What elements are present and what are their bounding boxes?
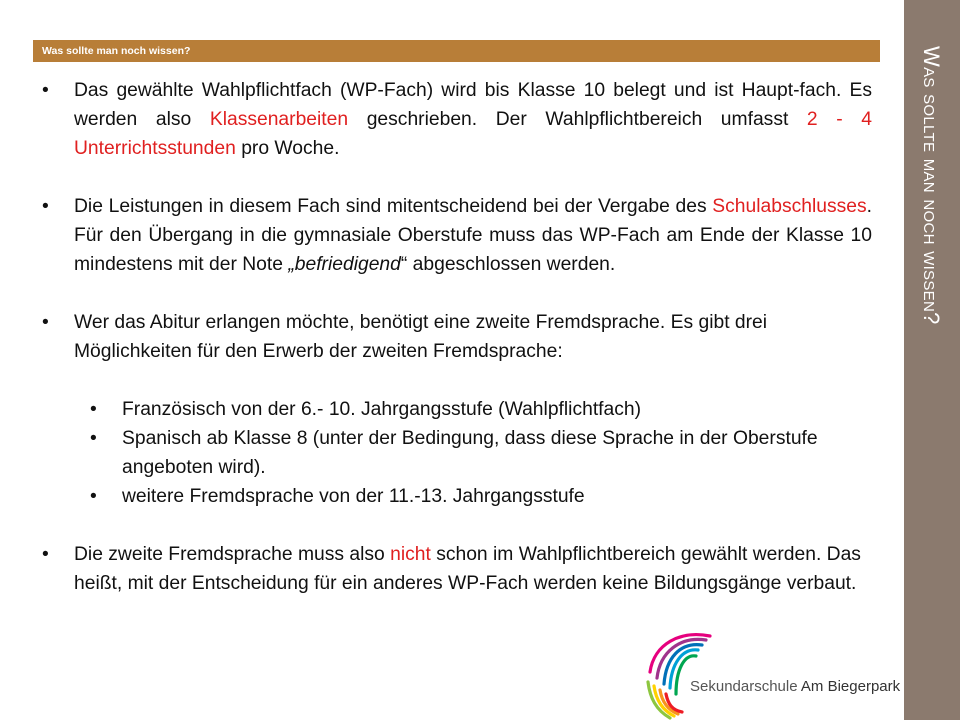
bullet-icon: • xyxy=(42,80,49,101)
list-item-text: Französisch von der 6.- 10. Jahrgangsstufe (Wahlpflichtfach) xyxy=(122,399,642,420)
slide-content xyxy=(40,76,872,627)
bullet-wp-fach xyxy=(40,76,872,163)
list-item xyxy=(40,424,872,482)
text: schon im Wahlpflichtbereich gewählt werden. Das heißt, mit der Entscheidung für ein anderes WP-Fach werden keine Bildungsgänge verbaut. xyxy=(74,544,861,594)
text: geschrieben. Der Wahlpflichtbereich umfasst xyxy=(348,109,807,130)
text: Die Leistungen in diesem Fach sind mitentscheidend bei der Vergabe des xyxy=(74,196,713,217)
text: “ abgeschlossen werden. xyxy=(400,254,616,275)
list-item xyxy=(40,395,872,424)
logo-prefix: Sekundarschule xyxy=(690,678,801,695)
school-logo xyxy=(640,628,904,720)
fremdsprache-list xyxy=(40,395,872,511)
text: Die zweite Fremdsprache muss also xyxy=(74,544,391,565)
header-title: Was sollte man noch wissen? xyxy=(42,45,191,57)
header-bar xyxy=(33,40,880,62)
side-title-text: Was sollte man noch wissen? xyxy=(919,46,944,325)
highlight-klassenarbeiten: Klassenarbeiten xyxy=(209,109,349,130)
bullet-leistungen xyxy=(40,192,872,279)
text: Das gewählte Wahlpflichtfach (WP-Fach) wird bis Klasse 10 belegt und ist Haupt-fach. Es werden also xyxy=(74,80,872,130)
list-item-text: weitere Fremdsprache von der 11.-13. Jahrgangsstufe xyxy=(122,486,585,507)
highlight-unterrichtsstunden: 2 - 4 Unterrichtsstunden xyxy=(74,109,872,159)
bullet-icon: • xyxy=(90,486,97,507)
bullet-icon: • xyxy=(42,312,49,333)
text: Wer das Abitur erlangen möchte, benötigt eine zweite Fremdsprache. Es gibt drei Möglichkeiten für den Erwerb der zweiten Fremdsprache: xyxy=(74,312,768,362)
text: . Für den Übergang in die gymnasiale Oberstufe muss das WP-Fach am Ende der Klasse 10 mindestens mit der Note xyxy=(74,196,872,275)
bullet-icon: • xyxy=(90,428,97,449)
bullet-icon: • xyxy=(42,196,49,217)
text: pro Woche. xyxy=(235,138,340,159)
highlight-nicht: nicht xyxy=(390,544,431,565)
list-item-text: Spanisch ab Klasse 8 (unter der Bedingung, dass diese Sprache in der Oberstufe angeboten wird). xyxy=(122,428,818,478)
list-item xyxy=(40,482,872,511)
bullet-abitur xyxy=(40,308,872,366)
logo-swirl-icon xyxy=(640,628,720,720)
logo-text xyxy=(690,678,900,695)
bullet-zweite-fremdsprache xyxy=(40,540,872,598)
bullet-icon: • xyxy=(90,399,97,420)
side-title xyxy=(904,0,960,720)
logo-name: Am Biegerpark xyxy=(800,678,901,695)
note-befriedigend: „befriedigend xyxy=(288,254,401,275)
bullet-icon: • xyxy=(42,544,49,565)
highlight-schulabschluss: Schulabschlusses xyxy=(712,196,867,217)
